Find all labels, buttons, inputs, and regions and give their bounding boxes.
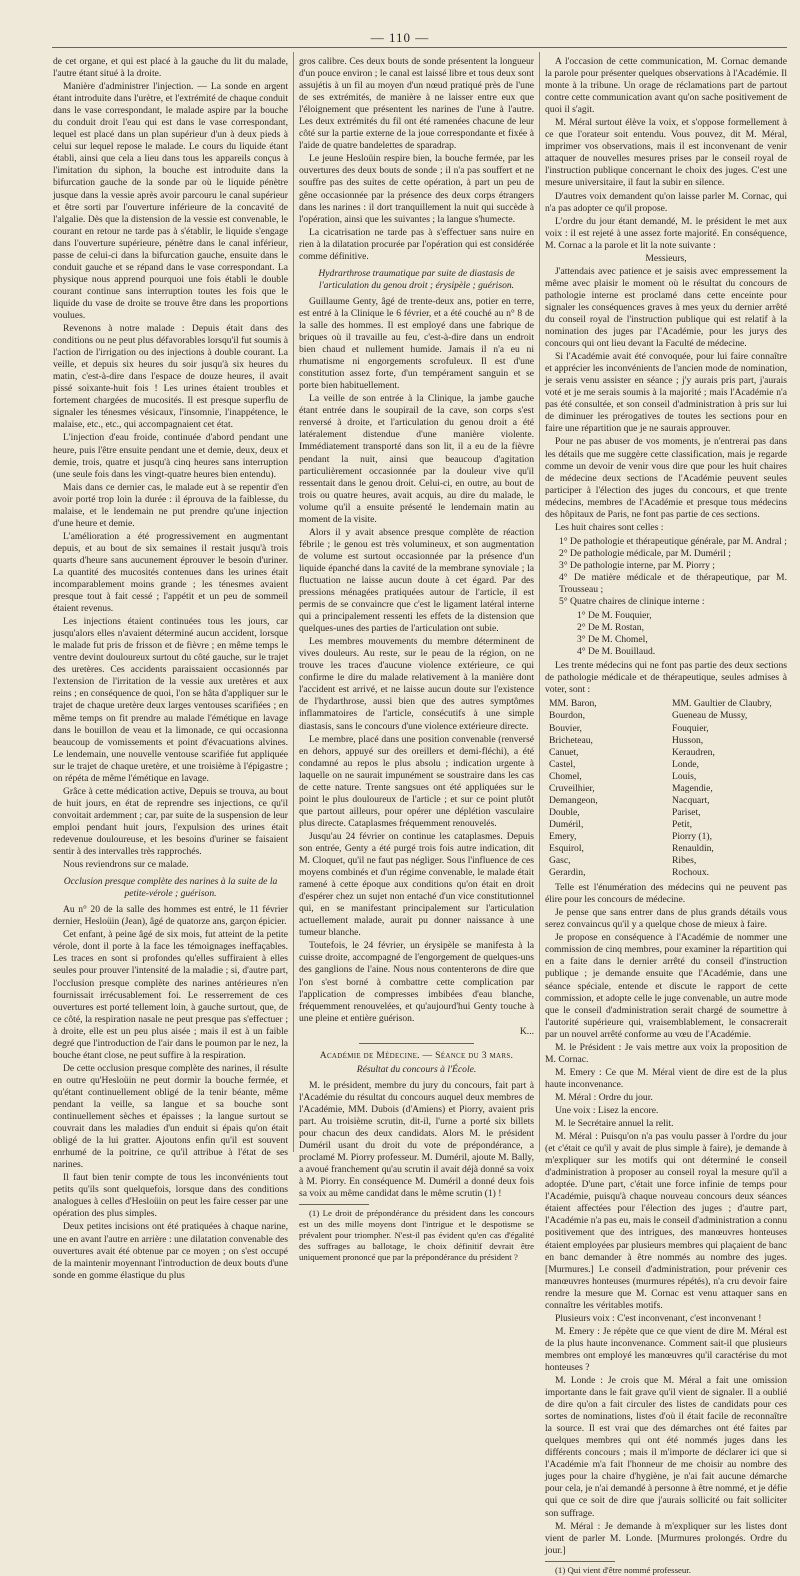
paragraph: Nous reviendrons sur ce malade. [63, 859, 189, 871]
paragraph: Toutefois, le 24 février, un érysipèle se manifesta à la cuisse droite, accompagné de l'engorgement de quelques-uns des ganglions de l'aine. Nous nous contenterons de dire que l'on s'est borné à combattre cette complication par l'application de compresses imbibées d'eau blanche, fréquemment renouvelées, et qu'aujourd'hui Genty touche à une pleine et entière guérison. [299, 940, 534, 1024]
name-item: Magendie, [672, 782, 713, 794]
paragraph: M. Méral : Je demande à m'expliquer sur les listes dont vient de parler M. Londe. [Murmures prolongés. Ordre du jour.] [545, 1520, 787, 1556]
paragraph: Je pense que sans entrer dans de plus grands détails vous serez convaincus qu'il y a quelque chose de mieux à faire. [545, 907, 787, 931]
chairs-list [559, 536, 787, 608]
name-item: Cruveilhier, [549, 782, 595, 794]
paragraph: M. Londe : Je crois que M. Méral a fait une omission importante dans le fait grave qu'il vient de signaler. Il a oublié de dire qu'on a fait circuler des listes de candidats pour ces sortes de nominations, listes d'où il était facile de reconnaître la source. Il est vrai que des démarches ont été faites par quelques membres qui ont été nommés juges dans les différents concours ; mais il m'importe de déclarer ici que si l'Académie m'a fait l'honneur de me choisir au nombre des juges pour la chaire d'hygiène, je n'ai fait aucune démarche pour cela, je n'ai demandé à personne à être nommé, et je défie qui que ce soit de dire que j'aurais sollicité ou fait solliciter son suffrage. [545, 1375, 787, 1519]
column-separator [293, 52, 294, 1152]
list-item: 3° De M. Chomel, [577, 634, 648, 646]
list-item: 1° De M. Fouquier, [577, 610, 652, 622]
list-item: 5° Quatre chaires de clinique interne : [559, 596, 705, 608]
name-item: Canuet, [549, 746, 579, 758]
paragraph: L'injection d'eau froide, continuée d'abord pendant une heure, puis l'être ensuite pendant une et demie, deux, deux et demie, trois, quatre et jusqu'à cinq heures sans interruption (une seule fois dans les vingt-quatre heures bien entendu). [53, 432, 288, 480]
signature: K... [519, 1025, 534, 1037]
name-item: Duméril, [549, 818, 584, 830]
name-item: Keraudren, [672, 746, 715, 758]
name-item: Bourdon, [549, 710, 585, 722]
name-item: Emery, [549, 830, 577, 842]
paragraph: Plusieurs voix : C'est inconvenant, c'est inconvenant ! [555, 1312, 762, 1324]
name-item: Piorry (1), [672, 830, 712, 842]
column-right [545, 56, 787, 1575]
name-item: Ribes, [672, 855, 697, 867]
name-item: Castel, [549, 758, 576, 770]
name-item: Fouquier, [672, 722, 709, 734]
paragraph: Il faut bien tenir compte de tous les inconvénients tout petits qu'ils sont quelquefois, lorsque dans des conditions analogues à celles d'Hesloüin on peut les faire cesser par une opération des plus simples. [53, 1172, 288, 1220]
name-item: Renauldin, [672, 843, 714, 854]
header-rule [52, 47, 787, 48]
names-column-right [672, 698, 787, 879]
paragraph: L'amélioration a été progressivement en augmentant depuis, et au bout de six semaines il restait jusqu'à trois quarts d'heure sans aucunement éprouver le besoin d'uriner. La quantité des mucosités contenues dans les urines était incomparablement moins grande ; les ténesmes avaient presque tout à fait cessé ; l'appétit et un peu de sommeil étaient revenus. [53, 530, 288, 615]
name-item: Double, [549, 806, 580, 818]
paragraph: M. Méral surtout élève la voix, et s'oppose formellement à ce que l'orateur soit entendu. Vous pouvez, dit M. Méral, imprimer vos observations, mais il est inconvenant de venir attaquer de nouvelles mesures prises par le conseil royal de l'instruction publique concernant le choix des juges. C'est une mesure universitaire, il faut la subir en silence. [545, 117, 787, 189]
name-item: Esquirol, [549, 843, 584, 854]
name-item: Rochoux. [672, 867, 710, 879]
name-item: Gerardin, [549, 867, 586, 879]
paragraph: Une voix : Lisez la encore. [555, 1104, 659, 1116]
page-number: — 110 — [370, 30, 430, 45]
names-column-left [549, 698, 664, 879]
list-item: 2° De pathologie médicale, par M. Duméril ; [559, 547, 731, 559]
paragraph: Jusqu'au 24 février on continue les cataplasmes. Depuis son entrée, Genty a été purgé trois fois autre indication, dit M. Cloquet, qu'il ne faut pas négliger. Sous l'influence de ces moyens combinés et d'un régime convenable, le malade était ramené à cette époque aux conditions qu'on était en droit d'espérer chez un sujet non entaché d'un vice constitutionnel qui, en se manifestant principalement sur l'articulation actuellement malade, aurait pu donner naissance à une tumeur blanche. [299, 830, 534, 939]
name-item: Demangeon, [549, 794, 598, 806]
paragraph: Deux petites incisions ont été pratiquées à chaque narine, une en avant l'autre en arrière : une dilatation convenable des ouvertures avait été obtenue par ce moyen ; on s'est occupé de la maintenir moyennant l'introduction de deux bouts d'une sonde en gomme élastique du plus [53, 1221, 288, 1281]
paragraph: Cet enfant, à peine âgé de six mois, fut atteint de la petite vérole, dont il porte à la face les témoignages ineffaçables. Les traces en sont si profondes qu'elles suffiraient à elles seules pour prouver l'intensité de la maladie ; si, d'autre part, l'occlusion presque complète des narines antérieures n'en fournissait irrécusablement foi. Le resserrement de ces ouvertures est porté tellement loin, à gauche surtout, que, de ce côté, la respiration nasale ne peut presque pas s'effectuer ; à droite, elle est un peu plus aisée ; mais il est à un faible degré que l'introduction de l'air dans le poumon par le nez, la bouche étant close, ne peut suffire à la respiration. [53, 929, 288, 1061]
paragraph: Le membre, placé dans une position convenable (renversé en dehors, appuyé sur des oreillers et demi-fléchi), a été condamné au repos le plus absolu ; indication urgente à laquelle on ne saurait impunément se soustraire dans les cas de cette nature. Trente sangsues ont été appliquées sur le point le plus douloureux de l'article ; et sur ce point plutôt que partout ailleurs, pour opérer une déplétion vasculaire plus directe. Cataplasmes fréquemment renouvelés. [299, 733, 534, 829]
name-item: Nacquart, [672, 794, 710, 806]
name-item: Pariset, [672, 806, 701, 818]
paragraph: Les injections étaient continuées tous les jours, car jusqu'alors elles n'avaient déterminé aucun accident, lorsque le malade fut pris de frisson et de fièvre ; en même temps le ventre devint douloureux surtout du côté gauche, sur le trajet des uretères. Ces accidents paraissaient occasionnés par l'extension de l'irritation de la vessie aux uretères et aux reins ; en conséquence de quoi, l'on se hâta d'appliquer sur le trajet de chaque uretère deux larges ventouses scarifiées ; en même temps on fit prendre au malade l'émétique en lavage dans le bouillon de veau et la limonade, ce qui occasionna beaucoup de vomissements et point d'évacuations alvines. Le lendemain, une nouvelle ventouse scarifiée fut appliquée sur le trajet de chaque uretère, et une troisième à l'épigastre ; on répéta de même l'émétique en lavage. [53, 616, 288, 784]
paragraph: Guillaume Genty, âgé de trente-deux ans, potier en terre, est entré à la Clinique le 6 février, et a été couché au n° 8 de la salle des hommes. Il est employé dans une fabrique de briques où il travaille au feu, c'est-à-dire dans un endroit bien chaud et nullement humide. Jamais il n'a eu ni rhumatisme ni engorgements scrofuleux. Il est d'une constitution assez forte, d'un tempérament sanguin et se porte bien habituellement. [299, 295, 534, 392]
paragraph: Manière d'administrer l'injection. — La sonde en argent étant introduite dans l'urètre, et l'extrémité de chaque conduit dans le vase correspondant, le malade aspire par la bouche du conduit droit l'eau qui est dans le vase correspondant, lequel est placé dans un plan supérieur d'un à deux pieds à celui sur lequel repose le malade. Le cours du liquide étant établi, ainsi que cela a lieu dans tous les appareils conçus à l'imitation du siphon, la bouche est introduite dans la bifurcation gauche de la sonde par où le liquide pénètre jusque dans la vessie après avoir parcouru le canal supérieur et être sorti par l'ouverture inférieure de la concavité de l'algalie. Dès que la distension de la vessie est convenable, le courant en retour ne tarde pas à s'établir, le liquide s'engage dans l'ouverture supérieure, pénètre dans le canal inférieur, passe de celui-ci dans la bifurcation gauche, ensuite dans le conduit gauche et se répand dans le vase correspondant. La physique nous apprend pourquoi une fois établi le double courant continue sans interruption toutes les fois que le liquide du vase de droite se trouve être dans les proportions voulues. [53, 81, 288, 321]
paragraph: de cet organe, et qui est placé à la gauche du lit du malade, l'autre étant situé à la droite. [53, 56, 288, 80]
footnote: (1) Qui vient d'être nommé professeur. [555, 1564, 691, 1575]
footnote-rule [299, 1204, 369, 1205]
paragraph: M. le président, membre du jury du concours, fait part à l'Académie du résultat du concours auquel deux membres de l'Académie, MM. Dubois (d'Amiens) et Piorry, avaient pris part. Au troisième scrutin, dit-il, l'urne a porté six billets pour chacun des deux candidats. Alors M. le président Duméril usant du droit du vote de prépondérance, a proclamé M. Piorry professeur. M. Duméril, ajoute M. Bally, a avoué franchement qu'au scrutin il avait déjà donné sa voix à M. Piorry. En conséquence M. Duméril a donné deux fois sa voix au même candidat dans le même scrutin (1) ! [299, 1079, 534, 1200]
column-left [53, 56, 288, 1281]
paragraph: Je propose en conséquence à l'Académie de nommer une commission de cinq membres, pour examiner la répartition qui en a faite dans le dernier arrêté du conseil d'instruction publique ; je demande ensuite que l'Académie, dans une séance spéciale, entende et discute le rapport de cette commission, et adopte celle le juge convenable, un autre mode que le conseil d'administration serait chargé de soumettre à l'autorité supérieure qui, vraisemblablement, le consacrerait par un nouvel arrêté conforme au vœu de l'Académie. [545, 932, 787, 1040]
paragraph: La cicatrisation ne tarde pas à s'effectuer sans nuire en rien à la dilatation procurée par l'opération qui est considérée comme définitive. [299, 226, 534, 262]
paragraph: A l'occasion de cette communication, M. Cornac demande la parole pour présenter quelques observations à l'Académie. Il monte à la tribune. Un orage de réclamations part de partout contre cette communication avant qu'on sache positivement de quoi il s'agit. [545, 56, 787, 116]
paragraph: Mais dans ce dernier cas, le malade eut à se repentir d'en avoir porté trop loin la durée : il éprouva de la faiblesse, du malaise, et le lendemain ne put prendre qu'une injection d'une heure et demie. [53, 481, 288, 529]
paragraph: M. le Secrétaire annuel la relit. [555, 1118, 674, 1130]
paragraph: Les trente médecins qui ne font pas partie des deux sections de pathologie médicale et de thérapeutique, seules admises à voter, sont : [545, 660, 787, 696]
list-item: 4° De matière médicale et de thérapeutique, par M. Trousseau ; [559, 571, 787, 596]
academy-subtitle: Résultat du concours à l'École. [356, 1063, 477, 1075]
paragraph: Pour ne pas abuser de vos moments, je n'entrerai pas dans les détails que me suggère cette classification, mais je regarde comme un devoir de venir vous dire que pour les huit chaires de médecine deux sections de l'Académie peuvent seules participer à l'élection des juges du concours, et que trente médecins, membres de l'Académie et presque tous médecins des hôpitaux de Paris, ne font pas partie de ces sections. [545, 436, 787, 520]
paragraph: La veille de son entrée à la Clinique, la jambe gauche étant entrée dans le soupirail de la cave, son corps s'est renversé à droite, et l'articulation du genou droit a été latéralement distendue d'une manière violente. Immédiatement transporté dans son lit, il a eu de la fièvre pendant la nuit, ainsi que beaucoup d'agitation particulièrement occasionnée par la douleur vive qu'il ressentait dans le genou droit. Celui-ci, en outre, au bout de trois ou quatre heures, avait acquis, au dire du malade, le volume qu'il a ensuite présenté le lendemain matin au moment de la visite. [299, 393, 534, 525]
name-item: MM. Baron, [549, 698, 597, 710]
clinic-list [577, 610, 787, 658]
paragraph: Le jeune Hesloüin respire bien, la bouche fermée, par les ouvertures des deux bouts de sonde ; il n'a pas souffert et ne souffre pas des suites de cette opération, à part un peu de gêne occasionnée par la présence des deux corps étrangers dans les narines : il dort tranquillement la nuit qui succède à l'opération, ainsi que les suivantes ; la langue s'humecte. [299, 153, 534, 225]
salutation: Messieurs, [645, 252, 687, 264]
academy-header: Académie de Médecine. — Séance du 3 mars. [319, 1049, 514, 1061]
paragraph: Grâce à cette médication active, Depuis se trouva, au bout de huit jours, en état de reprendre ses injections, ce qu'il convoitait ardemment ; car, par suite de la suspension de leur emploi pendant huit jours, l'expulsion des urines était redevenue douloureuse, et les besoins d'uriner se faisaient sentir à des intervalles très rapprochés. [53, 785, 288, 858]
name-item: Gueneau de Mussy, [672, 710, 748, 722]
paragraph: M. Emery : Je répète que ce que vient de dire M. Méral est de la plus haute inconvenance. Comment sait-il que plusieurs membres ont employé les manœuvres qu'il caractérise du mot honteuses ? [545, 1325, 787, 1373]
paragraph: Telle est l'énumération des médecins qui ne peuvent pas élire pour les concours de médecine. [545, 882, 787, 906]
list-item: 2° De M. Rostan, [577, 622, 644, 634]
name-item: Bricheteau, [549, 734, 593, 746]
name-item: MM. Gaultier de Claubry, [672, 698, 772, 710]
list-item: 3° De pathologie interne, par M. Piorry ; [559, 559, 715, 571]
list-item: 4° De M. Bouillaud. [577, 646, 656, 658]
paragraph: Les membres mouvements du membre déterminent de vives douleurs. Au reste, sur le peau de la région, on ne trouve les traces d'aucune violence extérieure, ce qui confirme le dire du malade relativement à la manière dont l'accident est arrivé, et ne laisse aucun doute sur l'existence de l'hydarthrose, aussi bien que des autres symptômes inflammatoires de l'article, consécutifs à une simple diastasis, sans le concours d'une violence extérieure directe. [299, 636, 534, 732]
section-title: Hydrarthrose traumatique par suite de diastasis de l'articulation du genou droit ; érysipèle ; guérison. [318, 267, 515, 291]
paragraph: J'attendais avec patience et je saisis avec empressement la même avec plaisir le moment où le résultat du concours de pathologie interne est proclamé dans cette enceinte pour signaler les conséquences graves à mes yeux du dernier arrêté du conseil royal de l'instruction publique qui est relatif à la nomination des juges par l'Académie, pour les jurys des concours qui ont lieu devant la Faculté de médecine. [545, 265, 787, 350]
names-list [549, 698, 787, 879]
section-rule [359, 1043, 474, 1044]
paragraph: M. Méral : Puisqu'on n'a pas voulu passer à l'ordre du jour (et c'était ce qu'il y avait de plus simple à faire), je demande à m'expliquer sur les motifs qui ont déterminé le conseil d'administration à proposer au conseil royal la mesure qu'il a adoptée. D'une part, c'était une force infinie de temps pour l'Académie, puisqu'à chaque nouveau concours deux séances étaient affectées pour l'élection des juges ; d'autre part, l'Académie n'a pas eu, mais le conseil d'administration a connu positivement que des intrigues, des manœuvres honteuses étaient employées par plusieurs membres qui plaçaient de banc en banc demander à être nommés au nombre des juges. [Murmures.] Le conseil d'administration, pour prévenir ces manœuvres honteuses (murmures répétés), n'a cru devoir faire rendre la mesure que M. Cornac est venu attaquer sans en connaître les véritables motifs. [545, 1131, 787, 1311]
footnote-rule [545, 1561, 615, 1562]
paragraph: gros calibre. Ces deux bouts de sonde présentent la longueur d'un pouce environ ; le canal est laissé libre et tous deux sont assujétis à un fil au moyen d'un nœud pratiqué près de l'une de ses extrémités, de manière à ne laisser entre eux que l'éloignement que présentent les narines de l'une à l'autre. Les deux extrémités du fil ont été ramenées chacune de leur côté sur la partie externe de la joue correspondante et fixée à l'aide de quatre bandelettes de sparadrap. [299, 56, 534, 152]
column-separator [539, 52, 540, 1152]
name-item: Louis, [672, 770, 697, 782]
name-item: Chomel, [549, 770, 582, 782]
paragraph: M. Méral : Ordre du jour. [555, 1091, 653, 1103]
paragraph: D'autres voix demandent qu'on laisse parler M. Cornac, qui n'a pas adopter ce qu'il propose. [545, 190, 787, 214]
section-title: Occlusion presque complète des narines à la suite de la petite-vérole ; guérison. [63, 876, 278, 900]
paragraph: Les huit chaires sont celles : [555, 521, 664, 533]
name-item: Londe, [672, 758, 699, 770]
paragraph: M. Emery : Ce que M. Méral vient de dire est de la plus haute inconvenance. [545, 1066, 787, 1090]
footnote: (1) Le droit de prépondérance du président dans les concours est un des mille moyens dont l'intrigue et le despotisme se prévalent pour triompher. N'est-il pas évident qu'en cas d'égalité des suffrages au ballotage, le choix définitif devrait être uniquement prononcé que par la prépondérance du président ? [299, 1208, 534, 1263]
list-item: 1° De pathologie et thérapeutique générale, par M. Andral ; [559, 535, 787, 547]
name-item: Husson, [672, 734, 704, 746]
name-item: Petit, [672, 818, 692, 830]
paragraph: Alors il y avait absence presque complète de réaction fébrile ; le genou est très volumineux, et son augmentation de volume est surtout occasionnée par la présence d'un liquide épanché dans la cavité de la membrane synoviale ; la fluctuation ne laisse aucun doute à cet égard. Par des pressions ménagées pratiquées autour de l'article, il est permis de se convaincre que c'est le ligament latéral interne qui a principalement ressenti les effets de la distension que quelques-unes des parties de l'articulation ont subie. [299, 526, 534, 635]
paragraph: Revenons à notre malade : Depuis était dans des conditions ou ne peut plus défavorables lorsqu'il fut soumis à l'action de l'irrigation ou des injections à double courant. La veille, et depuis six heures du soir jusqu'à six heures du matin, c'est-à-dire dans l'espace de douze heures, il avait pissé soixante-huit fois ! Les urines étaient troubles et fortement chargées de mucosités. Il est presque superflu de signaler les ténesmes vésicaux, l'insomnie, l'inappétence, le malaise, etc., etc., qui accompagnaient cet état. [53, 323, 288, 431]
paragraph: Au n° 20 de la salle des hommes est entré, le 11 février dernier, Hesloüin (Jean), âgé de quatorze ans, garçon épicier. [53, 904, 288, 928]
paragraph: Si l'Académie avait été convoquée, pour lui faire connaître et apprécier les inconvénients de l'ancien mode de nomination, je serais venu assister en séance ; j'y aurais pris part, j'aurais voté et je me serais soumis à la majorité ; mais l'Académie n'a pas été consultée, et son conseil d'administration à pris sur lui de diminuer les prérogatives de toutes les sections pour en faire une répartition que je ne saurais approuver. [545, 351, 787, 435]
name-item: Gasc, [549, 855, 571, 867]
paragraph: M. le Président : Je vais mettre aux voix la proposition de M. Cornac. [545, 1041, 787, 1065]
paragraph: De cette occlusion presque complète des narines, il résulte en outre qu'Hesloüin ne peut dormir la bouche fermée, et qu'étant continuellement obligé de la tenir béante, même pendant la veille, sa langue et sa bouche sont continuellement sèches et épaisses ; la langue surtout se couvrait dans les maladies d'un enduit si épais qu'on était obligé de la lui gratter. Ajoutons enfin qu'il est souvent enrhumé de la poitrine, ce qu'il attribue à l'état de ses narines. [53, 1062, 288, 1171]
paragraph: L'ordre du jour étant demandé, M. le président le met aux voix : il est rejeté à une assez forte majorité. En conséquence, M. Cornac a la parole et lit la note suivante : [545, 215, 787, 251]
column-middle [299, 56, 534, 1263]
name-item: Bouvier, [549, 722, 582, 734]
